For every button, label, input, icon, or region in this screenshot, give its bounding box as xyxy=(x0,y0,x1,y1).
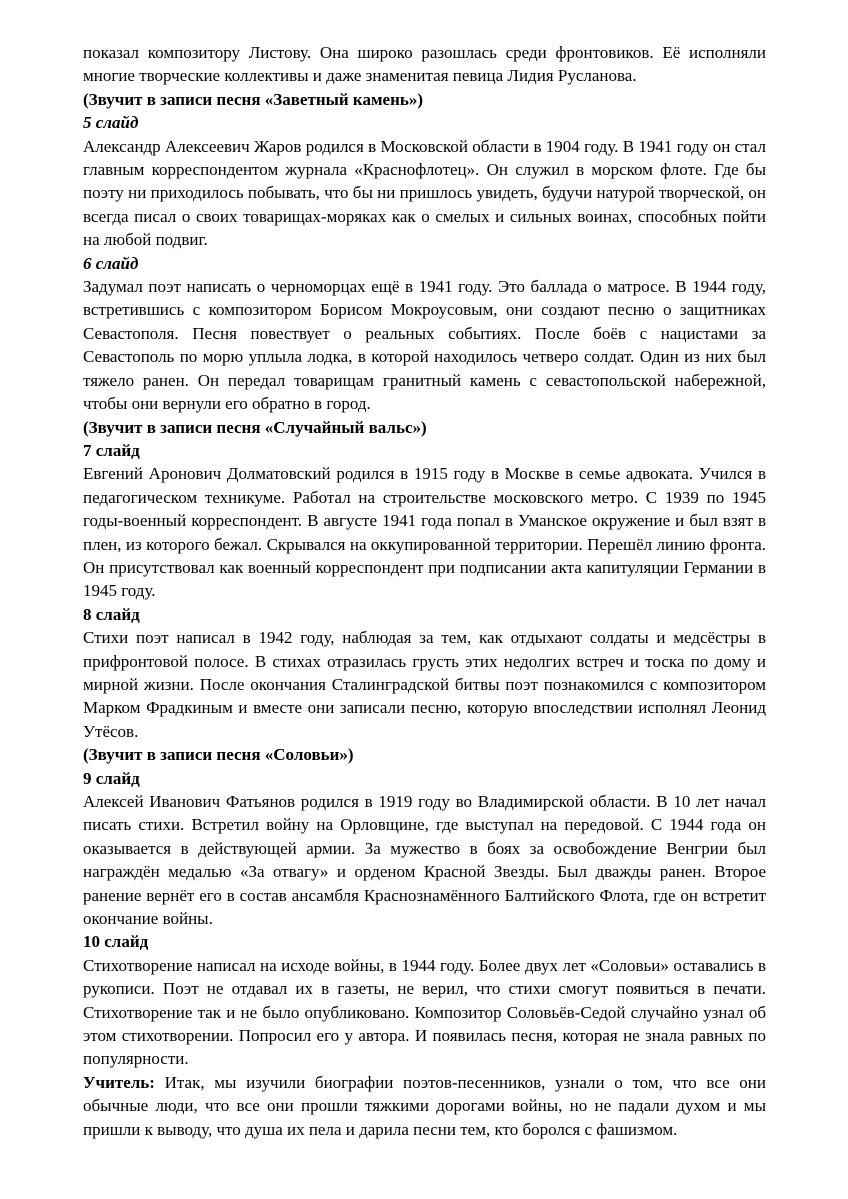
paragraph-zharov: Александр Алексеевич Жаров родился в Московской области в 1904 году. В 1941 году он стал главным корреспондентом журнала «Краснофлотец». Он служил в морском флоте. Где бы поэту ни приходилось побывать, что бы ни пришлось увидеть, будучи натурой творческой, он всегда писал о своих товарищах-моряках как о смелых и сильных воинах, способных пойти на любой подвиг. xyxy=(83,136,766,250)
paragraph-continuation: показал композитору Листову. Она широко разошлась среди фронтовиков. Её исполняли многие творческие коллективы и даже знаменитая певица Лидия Русланова. xyxy=(83,43,766,86)
stage-direction-zavetny-kamen: (Звучит в записи песня «Заветный камень») xyxy=(83,89,424,109)
paragraph-fatyanov: Алексей Иванович Фатьянов родился в 1919 году во Владимирской области. В 10 лет начал писать стихи. Встретил войну на Орловщине, где выступал на передовой. С 1944 года он оказывается в действующей армии. За мужество в боях за освобождение Венгрии был награждён медалью «За отвагу» и орденом Красной Звезды. Был дважды ранен. Второе ранение вернёт его в состав ансамбля Краснознамённого Балтийского Флота, где он встретит окончание войны. xyxy=(83,792,766,929)
stage-direction-solovyi: (Звучит в записи песня «Соловьи») xyxy=(83,745,354,765)
teacher-label: Учитель: xyxy=(83,1072,155,1092)
slide-heading-9: 9 слайд xyxy=(83,768,140,788)
slide-heading-8: 8 слайд xyxy=(83,604,140,624)
paragraph-dolmatovsky: Евгений Аронович Долматовский родился в 1915 году в Москве в семье адвоката. Учился в педагогическом техникуме. Работал на строительстве московского метро. С 1939 по 1945 годы-военный корреспондент. В августе 1941 года попал в Уманское окружение и был взят в плен, из которого бежал. Скрывался на оккупированной территории. Перешёл линию фронта. Он присутствовал как военный корреспондент при подписании акта капитуляции Германии в 1945 году. xyxy=(83,464,766,601)
paragraph-solovyi-story: Стихотворение написал на исходе войны, в 1944 году. Более двух лет «Соловьи» оставались в рукописи. Поэт не отдавал их в газеты, не верил, что стихи смогут появиться в печати. Стихотворение так и не было опубликовано. Композитор Соловьёв-Седой случайно узнал об этом стихотворении. Попросил его у автора. И появилась песня, которая не знала равных по популярности. xyxy=(83,955,766,1069)
slide-heading-10: 10 слайд xyxy=(83,932,149,952)
slide-heading-5: 5 слайд xyxy=(83,113,139,133)
teacher-text: Итак, мы изучили биографии поэтов-песенников, узнали о том, что все они обычные люди, что все они прошли тяжкими дорогами войны, но не падали духом и мы пришли к выводу, что душа их пела и дарила песни тем, кто боролся с фашизмом. xyxy=(83,1072,766,1139)
slide-heading-6: 6 слайд xyxy=(83,253,139,273)
slide-heading-7: 7 слайд xyxy=(83,440,140,460)
paragraph-zavetny-kamen-story: Задумал поэт написать о черноморцах ещё в 1941 году. Это баллада о матросе. В 1944 году, встретившись с композитором Борисом Мокроусовым, они создают песню о защитниках Севастополя. Песня повествует о реальных событиях. После боёв с нацистами за Севастополь по морю уплыла лодка, в которой находилось четверо солдат. Один из них был тяжело ранен. Он передал товарищам гранитный камень с севастопольской набережной, чтобы они вернули его обратно в город. xyxy=(83,277,766,414)
teacher-paragraph xyxy=(83,1071,766,1141)
stage-direction-sluchayny-vals: (Звучит в записи песня «Случайный вальс») xyxy=(83,417,427,437)
paragraph-sluchayny-vals-story: Стихи поэт написал в 1942 году, наблюдая за тем, как отдыхают солдаты и медсёстры в прифронтовой полосе. В стихах отразилась грусть этих недолгих встреч и тоска по дому и мирной жизни. После окончания Сталинградской битвы поэт познакомился с композитором Марком Фрадкиным и вместе они записали песню, которую впоследствии исполнял Леонид Утёсов. xyxy=(83,628,766,741)
